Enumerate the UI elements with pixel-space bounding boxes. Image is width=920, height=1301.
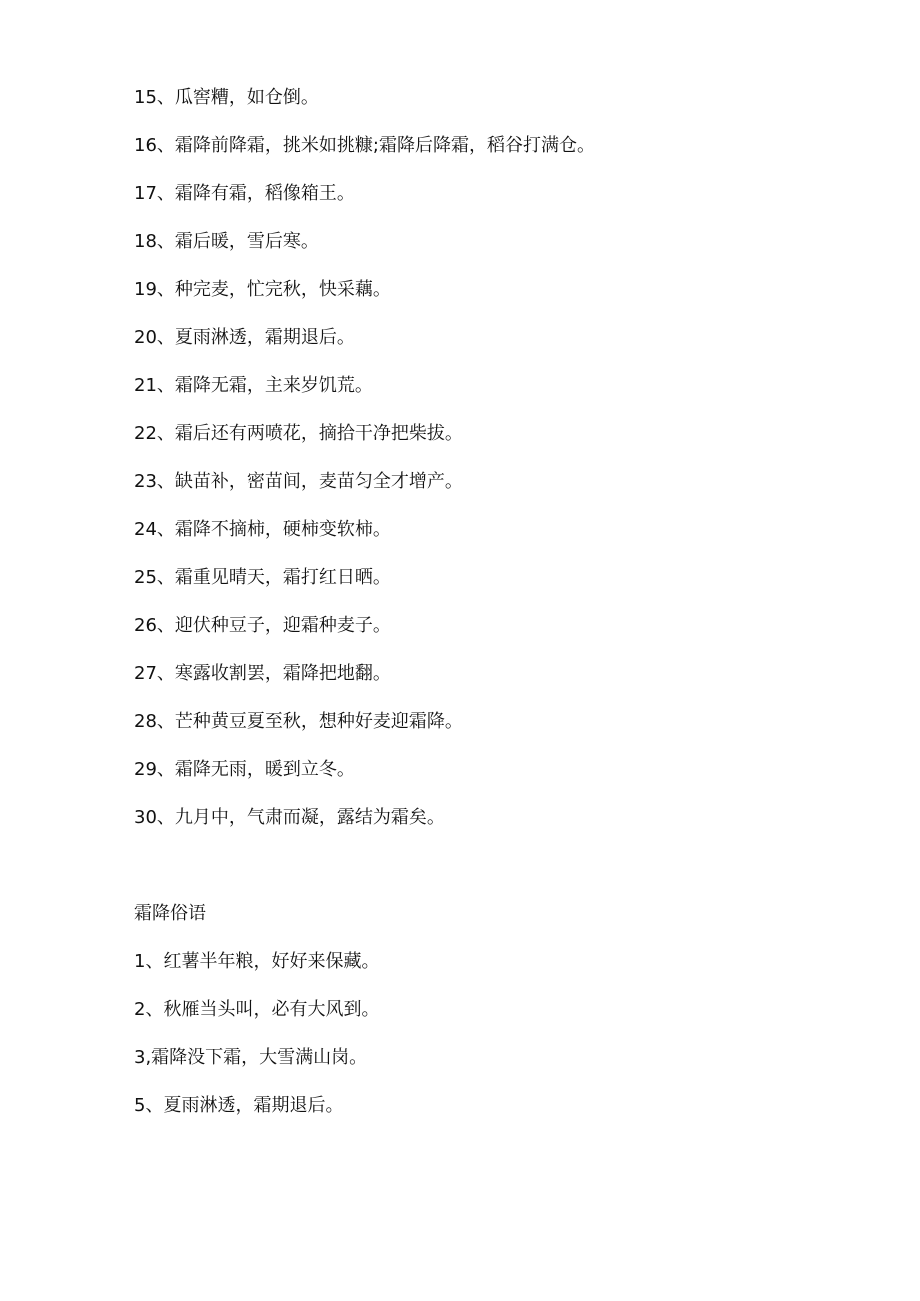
section-heading: 霜降俗语: [134, 903, 206, 924]
list-item: 3,霜降没下霜，大雪满山岗。: [134, 1047, 368, 1068]
sayings-section: [134, 902, 379, 1142]
list-item: 29、霜降无雨，暖到立冬。: [134, 759, 355, 780]
list-item: 23、缺苗补，密苗间，麦苗匀全才增产。: [134, 471, 463, 492]
list-item: 26、迎伏种豆子，迎霜种麦子。: [134, 615, 391, 636]
list-item: 5、夏雨淋透，霜期退后。: [134, 1095, 344, 1116]
list-item: 1、红薯半年粮，好好来保藏。: [134, 951, 380, 972]
list-item: 25、霜重见晴天，霜打红日晒。: [134, 567, 391, 588]
list-item: 16、霜降前降霜，挑米如挑糠;霜降后降霜，稻谷打满仓。: [134, 135, 595, 156]
list-item: 20、夏雨淋透，霜期退后。: [134, 327, 355, 348]
list-item: 22、霜后还有两喷花，摘拾干净把柴拔。: [134, 423, 463, 444]
list-item: 18、霜后暖，雪后寒。: [134, 231, 319, 252]
list-item: 19、种完麦，忙完秋，快采藕。: [134, 279, 391, 300]
list-item: 15、瓜窖糟，如仓倒。: [134, 87, 319, 108]
sayings-list-part1: [134, 86, 595, 854]
list-item: 2、秋雁当头叫，必有大风到。: [134, 999, 380, 1020]
list-item: 28、芒种黄豆夏至秋，想种好麦迎霜降。: [134, 711, 463, 732]
list-item: 30、九月中，气肃而凝，露结为霜矣。: [134, 807, 445, 828]
list-item: 21、霜降无霜，主来岁饥荒。: [134, 375, 373, 396]
list-item: 17、霜降有霜，稻像箱王。: [134, 183, 355, 204]
list-item: 24、霜降不摘柿，硬柿变软柿。: [134, 519, 391, 540]
list-item: 27、寒露收割罢，霜降把地翻。: [134, 663, 391, 684]
